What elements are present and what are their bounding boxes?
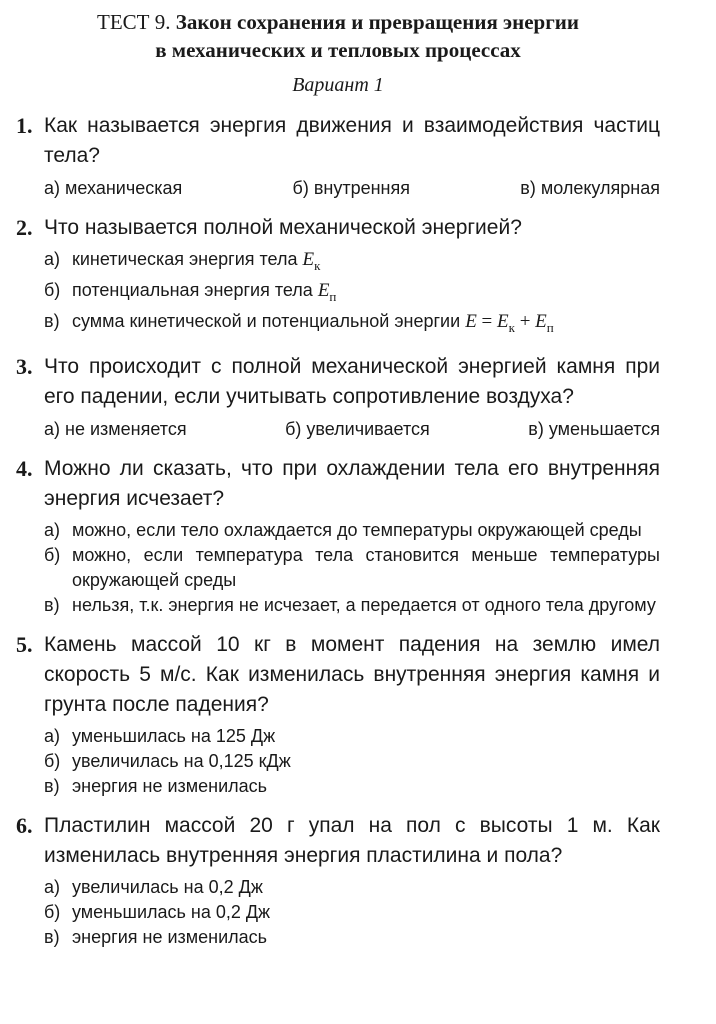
answer-options <box>44 247 660 340</box>
answer-a: а) кинетическая энергия тела $E_к$ <box>44 249 321 273</box>
question-text: Камень массой 10 кг в момент падения на землю имел скорость 5 м/с. Как изменилась внутренняя энергия камня и грунта после падения? <box>44 633 660 716</box>
answer-options <box>44 416 660 442</box>
answer-a: а) увеличилась на 0,2 Дж <box>44 877 263 897</box>
question-5 <box>16 630 660 799</box>
answer-c: в) нельзя, т.к. энергия не исчезает, а передается от одного тела другому <box>44 595 656 615</box>
answer-b: б) увеличилась на 0,125 кДж <box>44 751 291 771</box>
question-text: Как называется энергия движения и взаимодействия частиц тела? <box>44 114 660 167</box>
answer-b: б) увеличивается <box>285 419 430 439</box>
answer-b: б) потенциальная энергия тела $E_п$ <box>44 280 337 304</box>
question-4 <box>16 454 660 618</box>
title-part-2: в механических и тепловых процессах <box>155 38 521 62</box>
document-header <box>16 8 660 97</box>
title-line-2 <box>16 36 660 64</box>
answer-c: в) энергия не изменилась <box>44 927 268 947</box>
question-text: Можно ли сказать, что при охлаждении тела его внутренняя энергия исчезает? <box>44 457 660 510</box>
answer-c: в) уменьшается <box>528 419 660 439</box>
answer-a: а) не изменяется <box>44 419 187 439</box>
question-number: 6. <box>16 813 33 838</box>
answer-options <box>44 875 660 950</box>
title-line-1 <box>16 8 660 36</box>
question-number: 3. <box>16 354 33 379</box>
answer-c: в) сумма кинетической и потенциальной энергии $E = E_к + E_п$ <box>44 311 554 335</box>
answer-options <box>44 518 660 618</box>
question-text: Что происходит с полной механической энергией камня при его падении, если учитывать сопротивление воздуха? <box>44 355 660 408</box>
question-3 <box>16 352 660 442</box>
question-2 <box>16 213 660 340</box>
variant-label: Вариант 1 <box>292 74 384 96</box>
question-6 <box>16 811 660 950</box>
question-number: 4. <box>16 456 33 481</box>
question-text: Пластилин массой 20 г упал на пол с высоты 1 м. Как изменилась внутренняя энергия пластилина и пола? <box>44 814 660 867</box>
answer-options <box>44 175 660 201</box>
answer-a: а) можно, если тело охлаждается до температуры окружающей среды <box>44 520 642 540</box>
answer-options <box>44 724 660 799</box>
question-number: 5. <box>16 632 33 657</box>
answer-c: в) энергия не изменилась <box>44 776 268 796</box>
answer-a: а) механическая <box>44 178 183 198</box>
answer-b: б) можно, если температура тела становится меньше температуры окружающей среды <box>44 545 660 590</box>
question-text: Что называется полной механической энергией? <box>44 216 522 239</box>
title-part-1: Закон сохранения и превращения энергии <box>175 10 579 34</box>
test-label: ТЕСТ 9. <box>97 10 171 34</box>
answer-c: в) молекулярная <box>520 178 660 198</box>
answer-a: а) уменьшилась на 125 Дж <box>44 726 276 746</box>
question-number: 2. <box>16 215 33 240</box>
question-1 <box>16 111 660 201</box>
answer-b: б) внутренняя <box>292 178 410 198</box>
answer-b: б) уменьшилась на 0,2 Дж <box>44 902 271 922</box>
question-number: 1. <box>16 113 33 138</box>
